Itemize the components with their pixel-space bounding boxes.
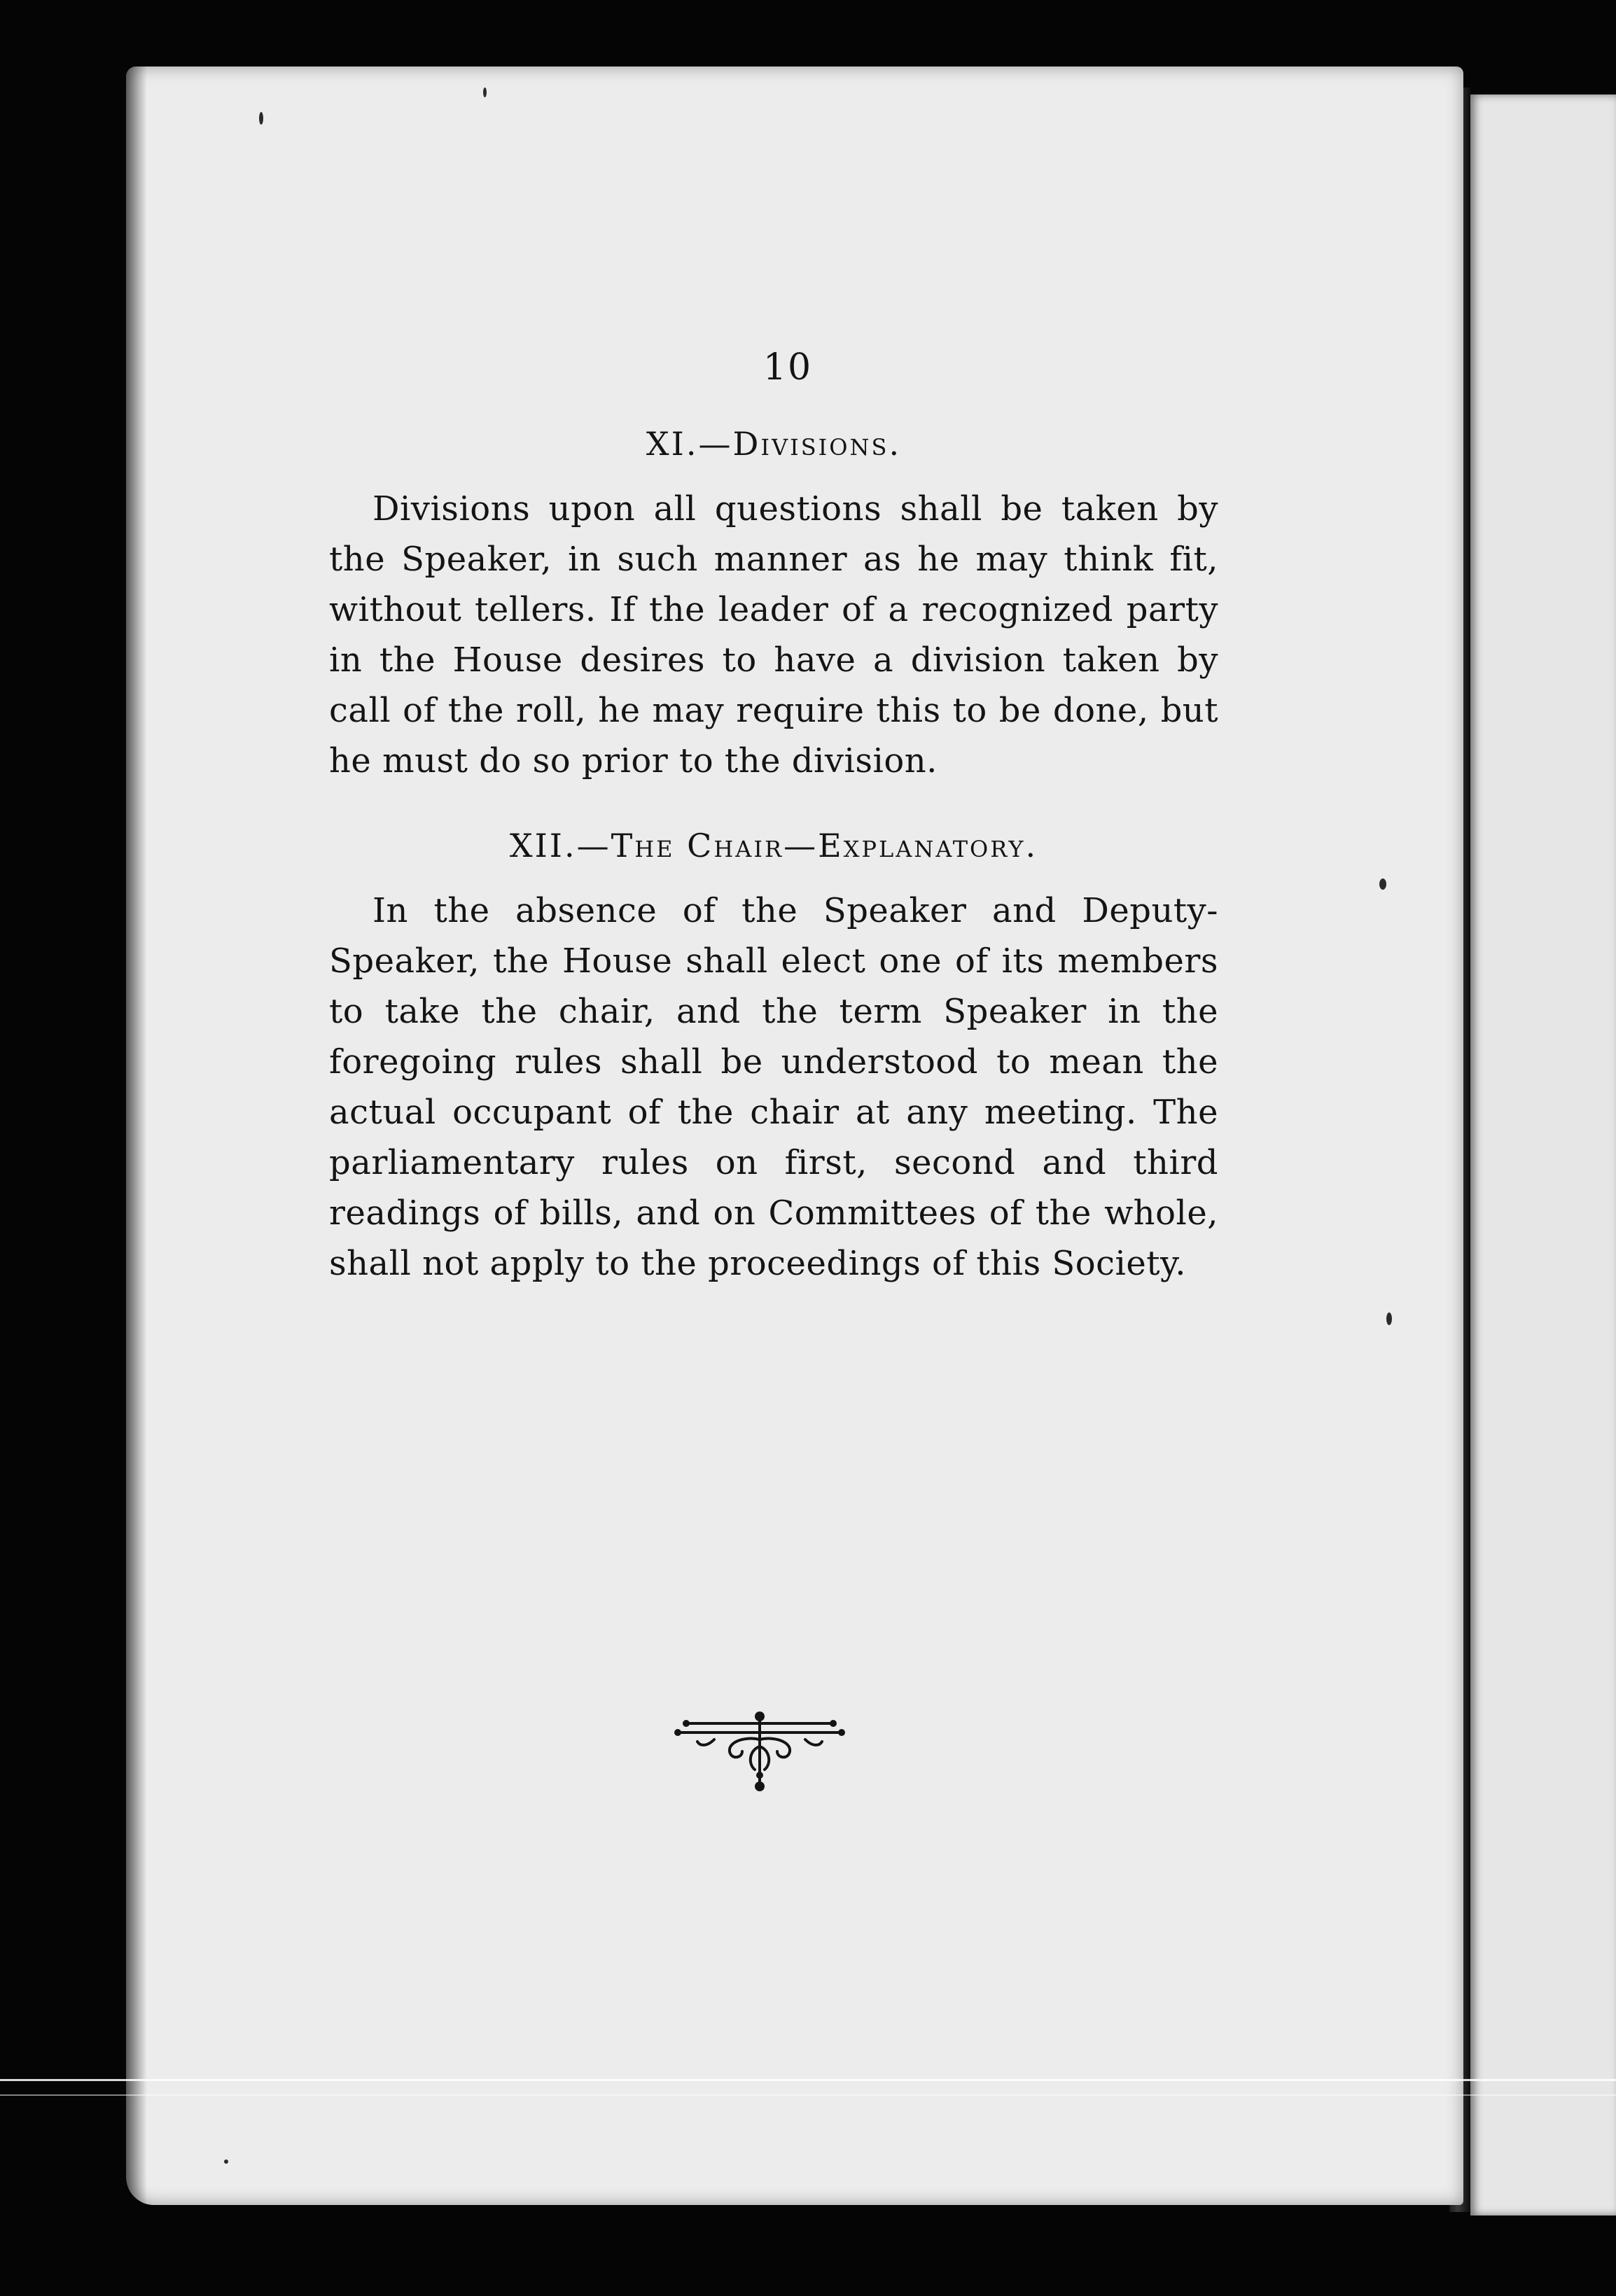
page-number: 10 xyxy=(762,346,813,388)
speck xyxy=(483,88,487,97)
facing-page-edge xyxy=(1470,94,1616,2216)
speck xyxy=(1386,1312,1392,1325)
scan-artifact-line xyxy=(0,2094,1616,2096)
page-text xyxy=(329,329,1218,1289)
speck xyxy=(259,112,263,125)
section-body-divisions: Divisions upon all questions shall be taken by the Speaker, in such manner as he may think fit, without tellers. If the leader of a recognized party in the House desires to have a division taken by call of the roll, he may require this to be done, but he must do so prior to the division. xyxy=(329,489,1218,780)
speck xyxy=(1379,878,1386,890)
section-heading-chair: XII.—The Chair—Explanatory. xyxy=(509,827,1038,864)
fleuron-ornament-icon xyxy=(672,1708,847,1799)
section-body-chair: In the absence of the Speaker and Deputy-Speaker, the House shall elect one of its members to take the chair, and the term Speaker in the foregoing rules shall be understood to mean the actual occupant of the chair at any meeting. The parliamentary rules on first, second and third readings of bills, and on Committees of the whole, shall not apply to the proceedings of this Society. xyxy=(329,891,1218,1283)
section-heading-divisions: XI.—Divisions. xyxy=(646,425,902,463)
scan-artifact-line xyxy=(0,2079,1616,2081)
speck xyxy=(224,2160,228,2164)
